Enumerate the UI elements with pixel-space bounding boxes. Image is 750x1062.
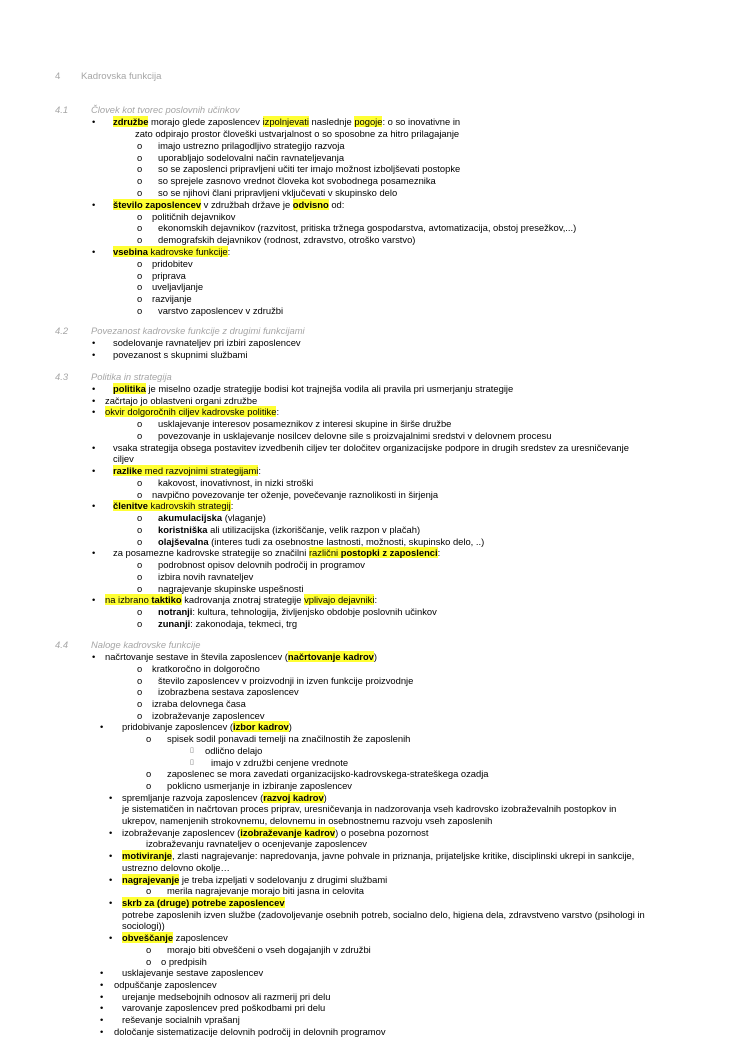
bullet-disc: • [92, 199, 96, 210]
bullet-disc: • [100, 1026, 104, 1037]
bullet-disc: • [109, 932, 113, 943]
list-item: ekonomskih dejavnikov (razvitost, pritiska tržnega gospodarstva, avtomatizacija, obstoj presežkov,...) [158, 222, 577, 233]
bullet-circle: o [137, 524, 143, 535]
list-item: spisek sodil ponavadi temelji na značilnostih že zaposlenih [167, 733, 411, 744]
bullet-disc: • [100, 967, 104, 978]
bullet-circle: o [137, 258, 143, 269]
list-item: sodelovanje ravnateljev pri izbiri zaposlencev [113, 337, 301, 348]
bullet-circle: o [137, 305, 143, 316]
bullet-square-icon: ▯ [190, 758, 194, 766]
list-item: spremljanje razvoja zaposlencev (razvoj kadrov) [122, 792, 327, 803]
bullet-disc: • [100, 721, 104, 732]
bullet-circle: o [146, 944, 152, 955]
bullet-circle: o [137, 163, 143, 174]
bullet-circle: o [137, 489, 143, 500]
list-item: zaposlenec se mora zavedati organizacijsko-kadrovskega-strateškega ozadja [167, 768, 489, 779]
list-item: ukrepov, namenjenih strokovnemu, delovnemu in osebnostnemu razvoju vseh zaposlenih [122, 815, 493, 826]
list-item: odpuščanje zaposlencev [114, 979, 217, 990]
list-item: načrtovanje sestave in števila zaposlencev (načrtovanje kadrov) [105, 651, 378, 662]
list-item: so sprejele zasnovo vrednot človeka kot svobodnega posameznika [158, 175, 436, 186]
list-item: uveljavljanje [152, 281, 204, 292]
bullet-disc: • [92, 442, 96, 453]
bullet-circle: o [137, 477, 143, 488]
bullet-disc: • [92, 651, 96, 662]
bullet-circle: o [137, 211, 143, 222]
bullet-disc: • [109, 874, 113, 885]
bullet-square-icon: ▯ [190, 746, 194, 754]
list-item: izobraževanju ravnateljev o ocenjevanje zaposlencev [146, 838, 367, 849]
list-item: so se zaposlenci pripravljeni učiti ter imajo možnost izboljševati postopke [158, 163, 461, 174]
list-item: razvijanje [152, 293, 192, 304]
bullet-disc: • [109, 850, 113, 861]
section-number-4-2: 4.2 [55, 325, 69, 336]
list-item: ciljev [113, 453, 134, 464]
list-item: varstvo zaposlencev v združbi [158, 305, 284, 316]
bullet-circle: o [137, 675, 143, 686]
section-title-4-4: Naloge kadrovske funkcije [91, 639, 201, 650]
list-item: členitve kadrovskih strategij: [113, 500, 234, 511]
list-item: demografskih dejavnikov (rodnost, zdravstvo, otroško varstvo) [158, 234, 416, 245]
list-item: zunanji: zakonodaja, tekmeci, trg [158, 618, 298, 629]
bullet-circle: o [137, 512, 143, 523]
bullet-circle: o [146, 768, 152, 779]
list-item: koristniška ali utilizacijska (izkoriščanje, velik razpon v plačah) [158, 524, 421, 535]
section-title-4-1: Človek kot tvorec poslovnih učinkov [91, 104, 240, 115]
bullet-circle: o [137, 175, 143, 186]
list-item: akumulacijska (vlaganje) [158, 512, 266, 523]
bullet-disc: • [100, 1002, 104, 1013]
bullet-circle: o [137, 663, 143, 674]
list-item: reševanje socialnih vprašanj [122, 1014, 240, 1025]
section-title-4-2: Povezanost kadrovske funkcije z drugimi funkcijami [91, 325, 305, 336]
list-item: izobraževanje zaposlencev (izobraževanje kadrov) o posebna pozornost [122, 827, 429, 838]
list-item: izraba delovnega časa [152, 698, 246, 709]
list-item: vsebina kadrovske funkcije: [113, 246, 231, 257]
list-item: združbe morajo glede zaposlencev izpolnjevati naslednje pogoje: o so inovativne in [113, 116, 461, 127]
bullet-disc: • [92, 337, 96, 348]
list-item: pridobitev [152, 258, 193, 269]
list-item: navpično povezovanje ter oženje, povečevanje raznolikosti in širjenja [152, 489, 439, 500]
bullet-circle: o [137, 536, 143, 547]
list-item: obveščanje zaposlencev [122, 932, 228, 943]
list-item: političnih dejavnikov [152, 211, 236, 222]
list-item: notranji: kultura, tehnologija, življenjsko obdobje poslovnih učinkov [158, 606, 437, 617]
list-item: izobrazbena sestava zaposlencev [158, 686, 299, 697]
bullet-circle: o [137, 606, 143, 617]
list-item: usklajevanje sestave zaposlencev [122, 967, 264, 978]
list-item: razlike med razvojnimi strategijami: [113, 465, 261, 476]
list-item: skrb za (druge) potrebe zaposlencev [122, 897, 285, 908]
list-item: okvir dolgoročnih ciljev kadrovske politike: [105, 406, 280, 417]
bullet-circle: o [146, 885, 152, 896]
list-item: število zaposlencev v proizvodnji in izven funkcije proizvodnje [158, 675, 414, 686]
list-item: odlično delajo [205, 745, 263, 756]
bullet-disc: • [92, 465, 96, 476]
list-item: varovanje zaposlencev pred poškodbami pri delu [122, 1002, 326, 1013]
list-item: motiviranje, zlasti nagrajevanje: napredovanja, javne pohvale in priznanja, prijateljske kritike, disciplinski ukrepi in sankcije, [122, 850, 635, 861]
bullet-disc: • [92, 594, 96, 605]
bullet-disc: • [109, 897, 113, 908]
bullet-circle: o [137, 686, 143, 697]
list-item: podrobnost opisov delovnih področij in programov [158, 559, 365, 570]
list-item: priprava [152, 270, 186, 281]
list-item: določanje sistematizacije delovnih področij in delovnih programov [114, 1026, 386, 1037]
list-item: usklajevanje interesov posameznikov z interesi skupine in širše družbe [158, 418, 452, 429]
list-item: povezovanje in usklajevanje nosilcev delovne sile s proizvajalnimi sredstvi v delovnem procesu [158, 430, 552, 441]
bullet-circle: o [146, 733, 152, 744]
list-item: o predpisih [161, 956, 207, 967]
bullet-disc: • [109, 827, 113, 838]
list-item: nagrajevanje je treba izpeljati v sodelovanju z drugimi službami [122, 874, 388, 885]
bullet-circle: o [146, 780, 152, 791]
list-item: izobraževanje zaposlencev [152, 710, 265, 721]
list-item: poklicno usmerjanje in izbiranje zaposlencev [167, 780, 352, 791]
section-number-4-3: 4.3 [55, 371, 69, 382]
list-item: sociologi)) [122, 920, 165, 931]
list-item: povezanost s skupnimi službami [113, 349, 248, 360]
bullet-circle: o [137, 187, 143, 198]
bullet-circle: o [137, 571, 143, 582]
list-item: zato odpirajo prostor človeški ustvarjalnost o so sposobne za hitro prilagajanje [135, 128, 460, 139]
list-item: pridobivanje zaposlencev (izbor kadrov) [122, 721, 292, 732]
list-item: na izbrano taktiko kadrovanja znotraj strategije vplivajo dejavniki: [105, 594, 378, 605]
bullet-circle: o [137, 293, 143, 304]
list-item: merila nagrajevanje morajo biti jasna in celovita [167, 885, 364, 896]
bullet-disc: • [92, 383, 96, 394]
bullet-circle: o [137, 430, 143, 441]
bullet-circle: o [137, 140, 143, 151]
bullet-disc: • [92, 349, 96, 360]
list-item: imajo ustrezno prilagodljivo strategijo razvoja [158, 140, 345, 151]
list-item: so se njihovi člani pripravljeni vključevati v skupinsko delo [158, 187, 398, 198]
bullet-disc: • [92, 395, 96, 406]
bullet-circle: o [146, 956, 152, 967]
chapter-number: 4 [55, 71, 61, 82]
bullet-disc: • [92, 500, 96, 511]
bullet-disc: • [109, 792, 113, 803]
list-item: kakovost, inovativnost, in nizki stroški [158, 477, 314, 488]
list-item: ustrezno delovno okolje… [122, 862, 230, 873]
list-item: morajo biti obveščeni o vseh dogajanjih v združbi [167, 944, 371, 955]
list-item: imajo v združbi cenjene vrednote [211, 757, 349, 768]
list-item: olajševalna (interes tudi za osebnostne lastnosti, možnosti, skupinsko delo, ..) [158, 536, 485, 547]
section-number-4-4: 4.4 [55, 639, 69, 650]
list-item: nagrajevanje skupinske uspešnosti [158, 583, 304, 594]
bullet-disc: • [100, 991, 104, 1002]
list-item: vsaka strategija obsega postavitev izvedbenih ciljev ter določitev organizacijske podpore in drugih sredstev za uresničevanje [113, 442, 629, 453]
list-item: potrebe zaposlenih izven službe (zadovoljevanje osebnih potreb, socialno delo, higiena dela, zdravstveno varstvo (psihologi in [122, 909, 645, 920]
list-item: politika je miselno ozadje strategije bodisi kot trajnejša vodila ali pravila pri usmerjanju strategije [113, 383, 514, 394]
bullet-circle: o [137, 583, 143, 594]
bullet-circle: o [137, 418, 143, 429]
list-item: kratkoročno in dolgoročno [152, 663, 260, 674]
bullet-disc: • [92, 547, 96, 558]
bullet-circle: o [137, 152, 143, 163]
bullet-disc: • [92, 116, 96, 127]
section-number-4-1: 4.1 [55, 104, 69, 115]
bullet-circle: o [137, 234, 143, 245]
list-item: uporabljajo sodelovalni način ravnateljevanja [158, 152, 345, 163]
bullet-circle: o [137, 281, 143, 292]
bullet-circle: o [137, 618, 143, 629]
bullet-circle: o [137, 698, 143, 709]
list-item: je sistematičen in načrtovan proces priprav, uresničevanja in nadzorovanja vseh kadrovsko izobraževalnih postopkov in [122, 803, 617, 814]
bullet-disc: • [100, 1014, 104, 1025]
list-item: za posamezne kadrovske strategije so značilni različni postopki z zaposlenci: [113, 547, 441, 558]
bullet-disc: • [100, 979, 104, 990]
list-item: število zaposlencev v združbah države je odvisno od: [113, 199, 345, 210]
list-item: urejanje medsebojnih odnosov ali razmerij pri delu [122, 991, 331, 1002]
bullet-circle: o [137, 270, 143, 281]
bullet-circle: o [137, 710, 143, 721]
bullet-disc: • [92, 246, 96, 257]
bullet-disc: • [92, 406, 96, 417]
bullet-circle: o [137, 222, 143, 233]
bullet-circle: o [137, 559, 143, 570]
chapter-title: Kadrovska funkcija [81, 71, 162, 82]
list-item: izbira novih ravnateljev [158, 571, 254, 582]
section-title-4-3: Politika in strategija [91, 371, 172, 382]
list-item: začrtajo jo oblastveni organi združbe [105, 395, 258, 406]
